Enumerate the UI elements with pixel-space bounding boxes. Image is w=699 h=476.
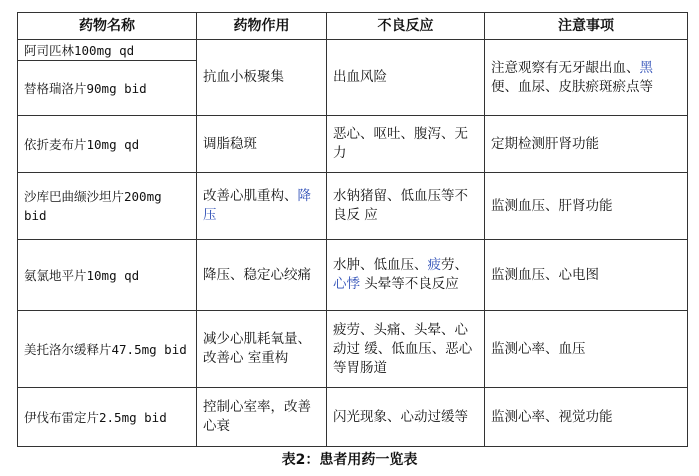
adverse-reaction-cell: 疲劳、头痛、头晕、心动过 缓、低血压、恶心等胃肠道	[327, 311, 485, 388]
precautions-cell: 监测心率、视觉功能	[485, 388, 688, 447]
medication-table	[17, 12, 688, 447]
drug-effect-cell: 控制心室率，改善心衰	[197, 388, 327, 447]
adverse-text: 头晕等不良反应	[360, 276, 459, 292]
drug-effect-cell	[197, 173, 327, 240]
table-row	[18, 40, 688, 61]
precautions-cell: 监测血压、心电图	[485, 240, 688, 311]
header-adverse-reaction: 不良反应	[327, 13, 485, 40]
adverse-reaction-cell: 恶心、呕吐、腹泻、无力	[327, 116, 485, 173]
header-precautions: 注意事项	[485, 13, 688, 40]
table-header-row	[18, 13, 688, 40]
drug-name-cell: 氨氯地平片10mg qd	[18, 240, 197, 311]
table-row	[18, 311, 688, 388]
precautions-text: 注意观察有无牙龈出血、	[491, 59, 640, 76]
drug-name-cell: 依折麦布片10mg qd	[18, 116, 197, 173]
table-row	[18, 388, 688, 447]
adverse-reaction-cell	[327, 240, 485, 311]
precautions-highlight: 黑	[639, 59, 653, 76]
drug-effect-cell: 调脂稳斑	[197, 116, 327, 173]
drug-name-cell: 替格瑞洛片90mg bid	[18, 61, 197, 116]
adverse-reaction-cell: 水钠猪留、低血压等不良反 应	[327, 173, 485, 240]
drug-name-cell: 美托洛尔缓释片47.5mg bid	[18, 311, 197, 388]
precautions-cell	[485, 40, 688, 116]
table-row	[18, 240, 688, 311]
adverse-reaction-cell: 闪光现象、心动过缓等	[327, 388, 485, 447]
adverse-reaction-cell: 出血风险	[327, 40, 485, 116]
header-drug-effect: 药物作用	[197, 13, 327, 40]
drug-effect-cell: 降压、稳定心绞痛	[197, 240, 327, 311]
adverse-text: 水肿、低血压、	[333, 257, 428, 273]
drug-effect-highlight: 降压	[203, 188, 311, 223]
header-drug-name: 药物名称	[18, 13, 197, 40]
drug-effect-cell: 抗血小板聚集	[197, 40, 327, 116]
table-row	[18, 173, 688, 240]
precautions-cell: 定期检测肝肾功能	[485, 116, 688, 173]
drug-name-cell: 阿司匹林100mg qd	[18, 40, 197, 61]
precautions-cell: 监测血压、肝肾功能	[485, 173, 688, 240]
table-row	[18, 116, 688, 173]
drug-name-cell: 伊伐布雷定片2.5mg bid	[18, 388, 197, 447]
adverse-highlight: 心悸	[333, 276, 360, 292]
adverse-text: 劳、	[441, 257, 468, 273]
drug-name-cell: 沙库巴曲缬沙坦片200mg bid	[18, 173, 197, 240]
precautions-cell: 监测心率、血压	[485, 311, 688, 388]
drug-effect-cell: 减少心肌耗氧量、改善心 室重构	[197, 311, 327, 388]
table-caption: 表2：患者用药一览表	[281, 452, 418, 468]
drug-effect-text: 改善心肌重构、	[203, 188, 298, 204]
adverse-highlight: 疲	[427, 257, 441, 273]
precautions-text: 便、血尿、皮肤瘀斑瘀点等	[491, 78, 653, 95]
